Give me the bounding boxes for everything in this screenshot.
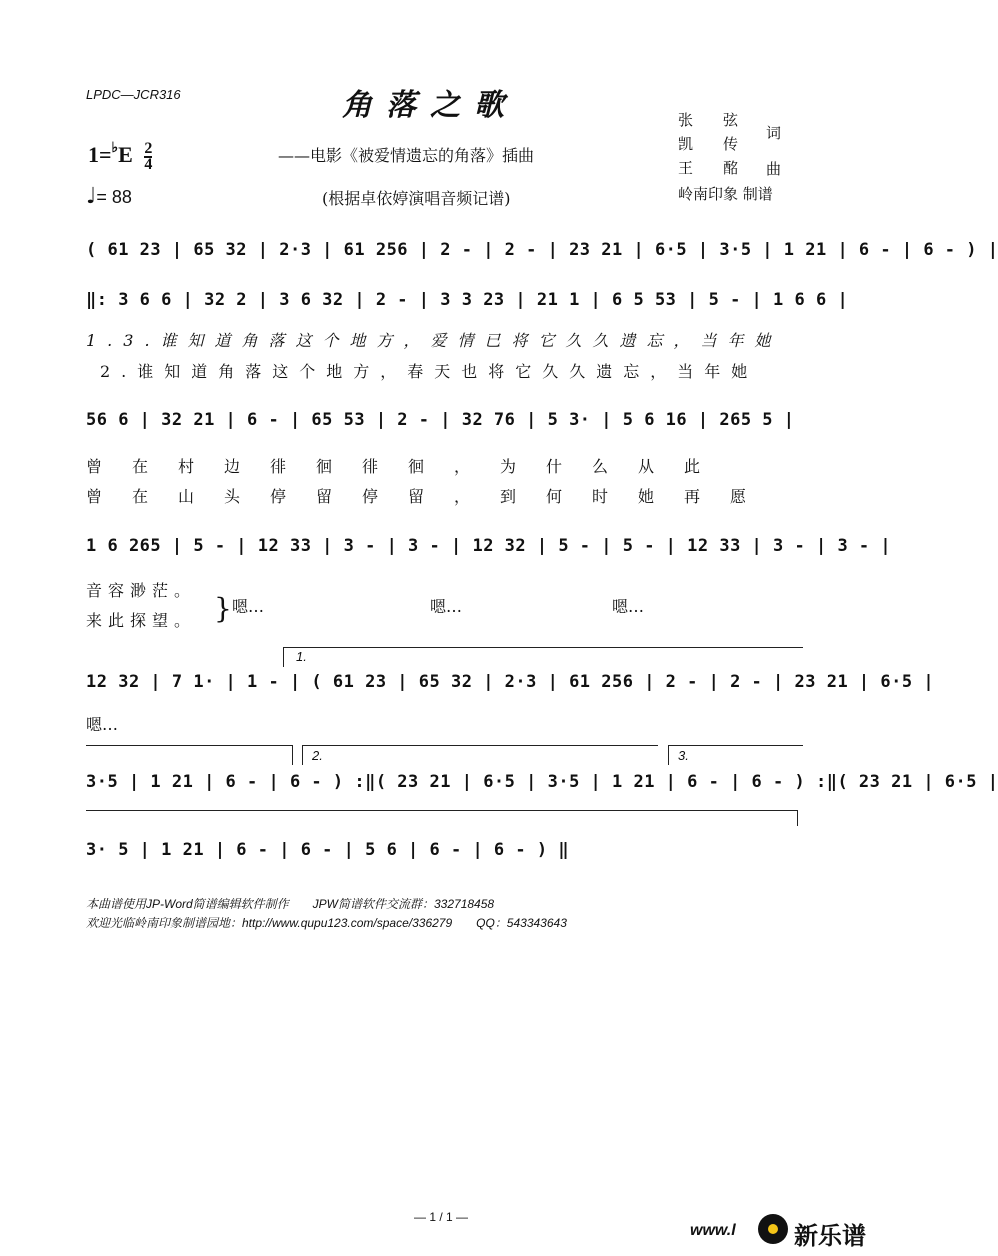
time-top: 2 bbox=[144, 139, 153, 157]
watermark-brand: 新乐谱 bbox=[794, 1222, 866, 1250]
volta-2-bracket bbox=[302, 745, 658, 746]
key-note: E bbox=[118, 142, 133, 167]
hum-3: 嗯… bbox=[612, 597, 645, 616]
volta-3-label: 3. bbox=[678, 748, 689, 763]
score-row-7: 3· 5 | 1 21 | 6 - | 6 - | 5 6 | 6 - | 6 - ) ‖ bbox=[86, 840, 570, 860]
verse-brace: } bbox=[214, 592, 232, 625]
score-row-4: 1 6 265 | 5 - | 12 33 | 3 - | 3 - | 12 32 | 5 - | 5 - | 12 33 | 3 - | 3 - | bbox=[86, 536, 892, 556]
volta-1-bracket-continued bbox=[86, 745, 292, 746]
tempo-marking bbox=[86, 184, 132, 209]
subtitle: ——电影《被爱情遗忘的角落》插曲 bbox=[278, 146, 535, 165]
credit-arranger: 岭南印象 制谱 bbox=[678, 185, 773, 203]
volta-1-bracket-edge bbox=[283, 647, 284, 667]
credit-lyric-role: 词 bbox=[766, 124, 782, 142]
volta-2-label: 2. bbox=[312, 748, 323, 763]
volta-3-bracket bbox=[668, 745, 803, 746]
key-prefix: 1= bbox=[88, 142, 112, 167]
volta-1-bracket-end bbox=[292, 745, 293, 765]
vinyl-record-icon bbox=[758, 1214, 788, 1244]
volta-2-bracket-edge bbox=[302, 745, 303, 765]
key-signature bbox=[88, 140, 152, 172]
score-code: LPDC—JCR316 bbox=[86, 87, 181, 102]
lyric-row-2-verse-1: 1.3.谁知道角落这个地方，爱情已将它久久遗忘，当年她 bbox=[86, 331, 782, 350]
time-signature bbox=[144, 139, 153, 173]
credit-lyricist: 张 弦 bbox=[678, 111, 739, 129]
transcription-source: (根据卓依婷演唱音频记谱) bbox=[322, 189, 511, 208]
score-row-2: ‖: 3 6 6 | 32 2 | 3 6 32 | 2 - | 3 3 23 | 21 1 | 6 5 53 | 5 - | 1 6 6 | bbox=[86, 290, 849, 310]
quarter-note-icon: ♩ bbox=[86, 184, 97, 209]
credit-compose-role: 曲 bbox=[766, 160, 782, 178]
lyric-row-3-verse-2: 曾在山头停留停留，到何时她再愿 bbox=[86, 487, 777, 506]
hum-2: 嗯… bbox=[430, 597, 463, 616]
volta-1-bracket bbox=[283, 647, 803, 648]
song-title: 角落之歌 bbox=[342, 88, 518, 123]
lyric-row-3-verse-1: 曾在村边徘徊徘徊，为什么从此 bbox=[86, 457, 731, 476]
footer-website-note: 欢迎光临岭南印象制谱园地：http://www.qupu123.com/space/336279 QQ：543343643 bbox=[86, 916, 567, 930]
footer-software-note: 本曲谱使用JP-Word简谱编辑软件制作 JPW简谱软件交流群：332718458 bbox=[86, 897, 495, 911]
credit-composer-1: 凯 传 bbox=[678, 135, 739, 153]
volta-3-bracket-continued bbox=[86, 810, 798, 811]
score-row-6: 3·5 | 1 21 | 6 - | 6 - ) :‖( 23 21 | 6·5 | 3·5 | 1 21 | 6 - | 6 - ) :‖( 23 21 | 6·5 | bbox=[86, 772, 998, 792]
page-number: — 1 / 1 — bbox=[414, 1210, 469, 1224]
watermark-url: www.l bbox=[690, 1222, 736, 1239]
hum-4: 嗯… bbox=[86, 715, 119, 734]
hum-1: 嗯… bbox=[232, 597, 265, 616]
score-row-5: 12 32 | 7 1· | 1 - | ( 61 23 | 65 32 | 2·3 | 61 256 | 2 - | 2 - | 23 21 | 6·5 | bbox=[86, 672, 935, 692]
flat-sign: ♭ bbox=[111, 141, 119, 156]
score-row-3: 56 6 | 32 21 | 6 - | 65 53 | 2 - | 32 76 | 5 3· | 5 6 16 | 265 5 | bbox=[86, 410, 795, 430]
credit-composer-2: 王 酩 bbox=[678, 159, 739, 177]
time-bottom: 4 bbox=[144, 155, 153, 173]
volta-3-bracket-end bbox=[797, 810, 798, 826]
lyric-row-4-verse-1: 音容渺茫。 bbox=[86, 581, 197, 600]
volta-3-bracket-edge bbox=[668, 745, 669, 765]
score-row-1: ( 61 23 | 65 32 | 2·3 | 61 256 | 2 - | 2 - | 23 21 | 6·5 | 3·5 | 1 21 | 6 - | 6 - ) | bbox=[86, 240, 998, 260]
tempo-value: = 88 bbox=[96, 187, 132, 207]
lyric-row-2-verse-2: 2.谁知道角落这个地方，春天也将它久久遗忘，当年她 bbox=[100, 362, 759, 381]
lyric-row-4-verse-2: 来此探望。 bbox=[86, 611, 197, 630]
volta-1-label: 1. bbox=[296, 649, 307, 664]
